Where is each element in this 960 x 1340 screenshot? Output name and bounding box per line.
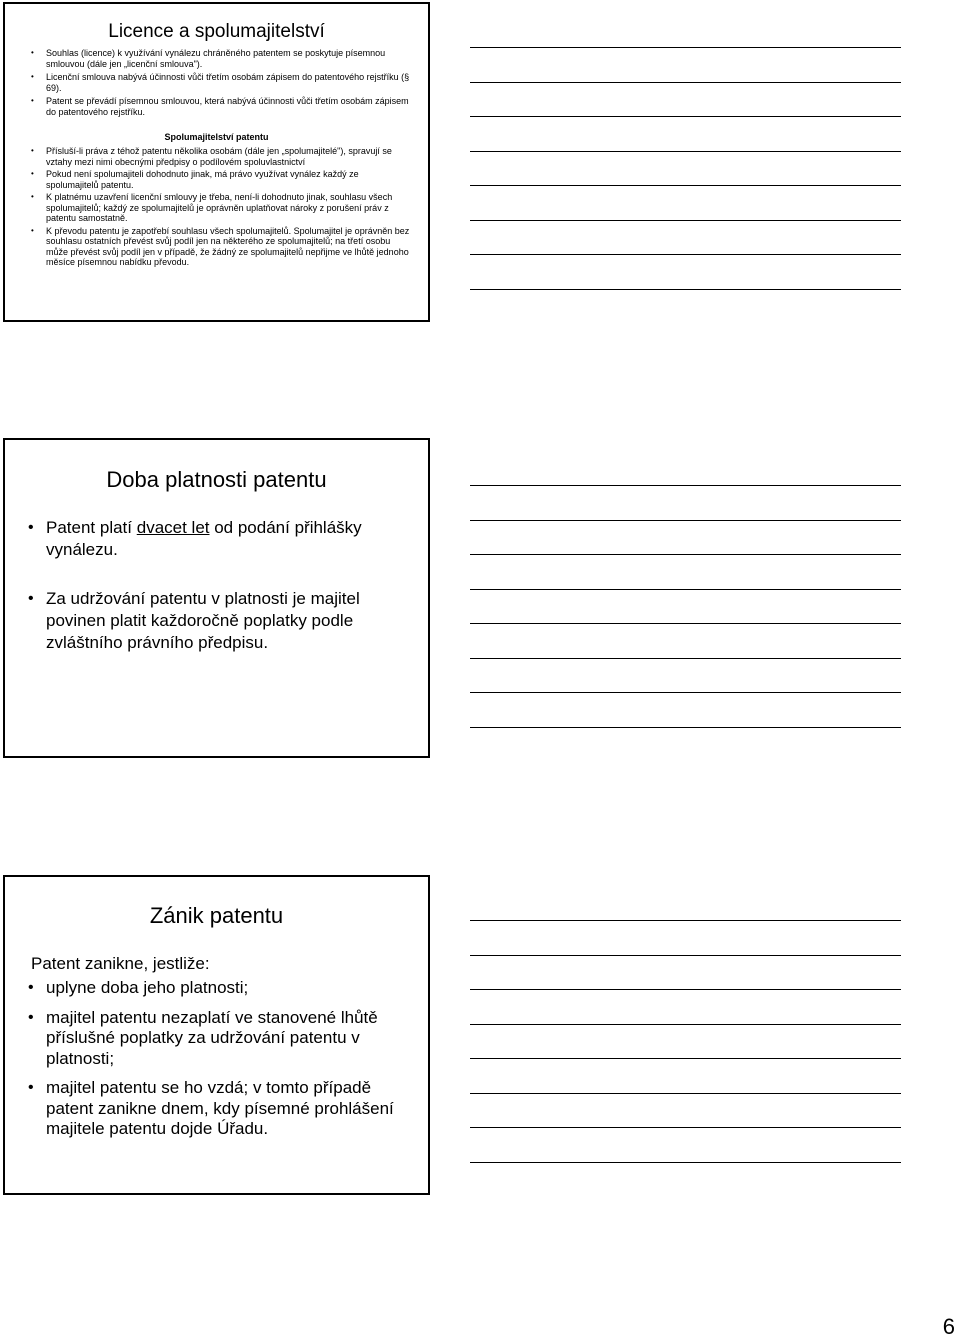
note-line xyxy=(470,1127,901,1128)
slide-title: Zánik patentu xyxy=(149,903,284,928)
note-line xyxy=(470,658,901,659)
list-item: • Souhlas (licence) k využívání vynálezu chráněného patentem se poskytuje písemnou smlouvou (dále jen „licenční smlouva"). xyxy=(31,48,411,69)
list-item: • majitel patentu se ho vzdá; v tomto případě patent zanikne dnem, kdy písemné prohlášení majitele patentu dojde Úřadu. xyxy=(25,1078,415,1140)
note-line xyxy=(470,220,901,221)
note-line xyxy=(470,47,901,48)
item-text: Patent platí xyxy=(46,518,137,537)
list-item: • majitel patentu nezaplatí ve stanovené lhůtě příslušné poplatky za udržování patentu v platnosti; xyxy=(25,1008,415,1070)
note-line xyxy=(470,289,901,290)
bullet-list xyxy=(25,517,415,681)
note-line xyxy=(470,485,901,486)
list-item: • Za udržování patentu v platnosti je majitel povinen platit každoročně poplatky podle zvláštního právního předpisu. xyxy=(25,588,415,654)
list-item: • Licenční smlouva nabývá účinnosti vůči třetím osobám zápisem do patentového rejstříku (§ 69). xyxy=(31,72,411,93)
bullet-list xyxy=(25,978,415,1149)
note-line xyxy=(470,1093,901,1094)
slide-zanik-patentu xyxy=(3,875,430,1195)
note-line xyxy=(470,185,901,186)
note-line xyxy=(470,82,901,83)
slide-title: Licence a spolumajitelství xyxy=(108,21,325,42)
note-line xyxy=(470,727,901,728)
note-line xyxy=(470,1058,901,1059)
list-item xyxy=(25,517,415,561)
slide-licence xyxy=(3,2,430,322)
slide-doba-platnosti xyxy=(3,438,430,758)
bullet-list xyxy=(31,48,411,120)
note-line xyxy=(470,116,901,117)
list-item: • Patent se převádí písemnou smlouvou, která nabývá účinnosti vůči třetím osobám zápisem do patentového rejstříku. xyxy=(31,96,411,117)
item-text: od podání přihlášky vynálezu. xyxy=(46,518,362,559)
note-line xyxy=(470,989,901,990)
note-line xyxy=(470,520,901,521)
list-item: • Pokud není spolumajiteli dohodnuto jinak, má právo využívat vynález každý ze spolumajitelů patentu. xyxy=(31,169,411,190)
list-item: • K platnému uzavření licenční smlouvy je třeba, není-li dohodnuto jinak, souhlasu všech spolumajitelů; každý ze spolumajitelů je oprávněn uplatňovat nároky z porušení práv z patentu samostatně. xyxy=(31,192,411,224)
list-item: • K převodu patentu je zapotřebí souhlasu všech spolumajitelů. Spolumajitel je oprávněn bez souhlasu ostatních převést svůj podíl jen na některého ze spolumajitelů; na třetí osobu může převést svůj podíl jen v případě, že žádný ze spolumajitelů nepřijme ve lhůtě jednoho měsíce písemnou nabídku převodu. xyxy=(31,226,411,268)
note-line xyxy=(470,554,901,555)
note-line xyxy=(470,623,901,624)
note-line xyxy=(470,692,901,693)
note-line xyxy=(470,920,901,921)
slide-title: Doba platnosti patentu xyxy=(106,467,327,492)
bullet-list xyxy=(31,146,411,270)
list-item: • uplyne doba jeho platnosti; xyxy=(25,978,415,999)
subheading: Spolumajitelství patentu xyxy=(164,132,269,142)
note-line xyxy=(470,151,901,152)
note-line xyxy=(470,1162,901,1163)
note-line xyxy=(470,955,901,956)
note-line xyxy=(470,589,901,590)
list-item: • Přísluší-li práva z téhož patentu několika osobám (dále jen „spolumajitelé"), spravují se vztahy mezi nimi obecnými předpisy o podílovém spoluvlastnictví xyxy=(31,146,411,167)
note-line xyxy=(470,254,901,255)
intro-text: Patent zanikne, jestliže: xyxy=(31,954,210,973)
underlined-text: dvacet let xyxy=(136,518,210,537)
page-number: 6 xyxy=(942,1314,955,1339)
note-line xyxy=(470,1024,901,1025)
